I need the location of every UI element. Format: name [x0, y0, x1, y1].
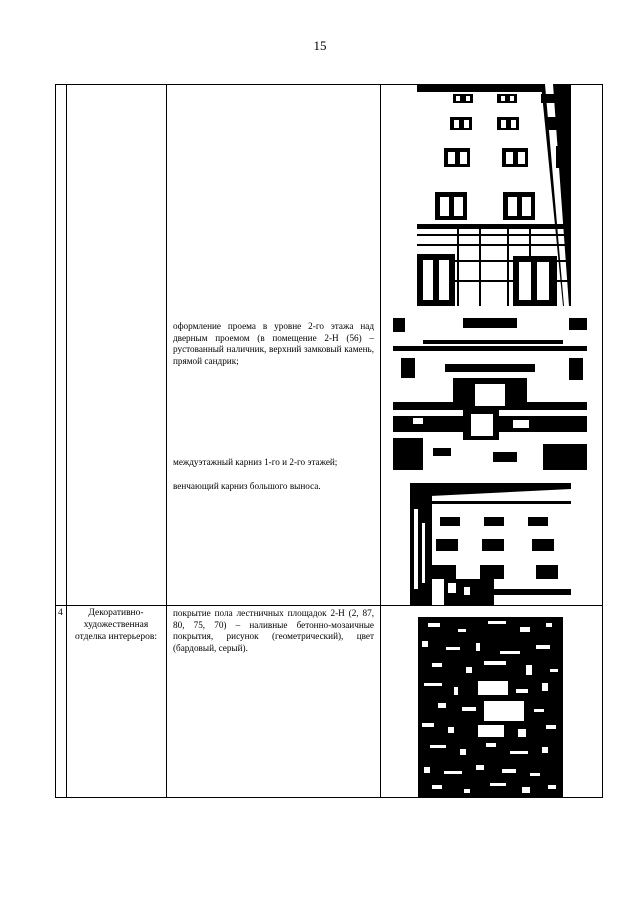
facade-windows-photo: [417, 84, 571, 306]
row-description: междуэтажный карниз 1-го и 2-го этажей;: [173, 457, 338, 467]
row-divider: [55, 605, 603, 606]
page-number: 15: [313, 38, 327, 53]
row-description: венчающий карниз большого выноса.: [173, 481, 321, 491]
row-number: 4: [58, 608, 63, 618]
row-description: оформление проема в уровне 2-го этажа над дверным проемом (в помещение 2-Н (56) – рустованный наличник, верхний замковый камень, прямой сандрик;: [173, 321, 374, 366]
column-divider: [166, 84, 167, 798]
row-name: Декоративно-художественная отделка интерьеров:: [75, 608, 157, 642]
column-divider: [66, 84, 67, 798]
row-description: покрытие пола лестничных площадок 2-Н (2, 87, 80, 75, 70) – наливные бетонно-мозаичные покрытия, рисунок (геометрический), цвет (бардовый, серый).: [173, 608, 374, 653]
door-surround-photo: [393, 318, 587, 470]
column-divider: [380, 84, 381, 798]
mosaic-floor-photo: [418, 617, 563, 797]
cornice-photo: [410, 483, 571, 605]
